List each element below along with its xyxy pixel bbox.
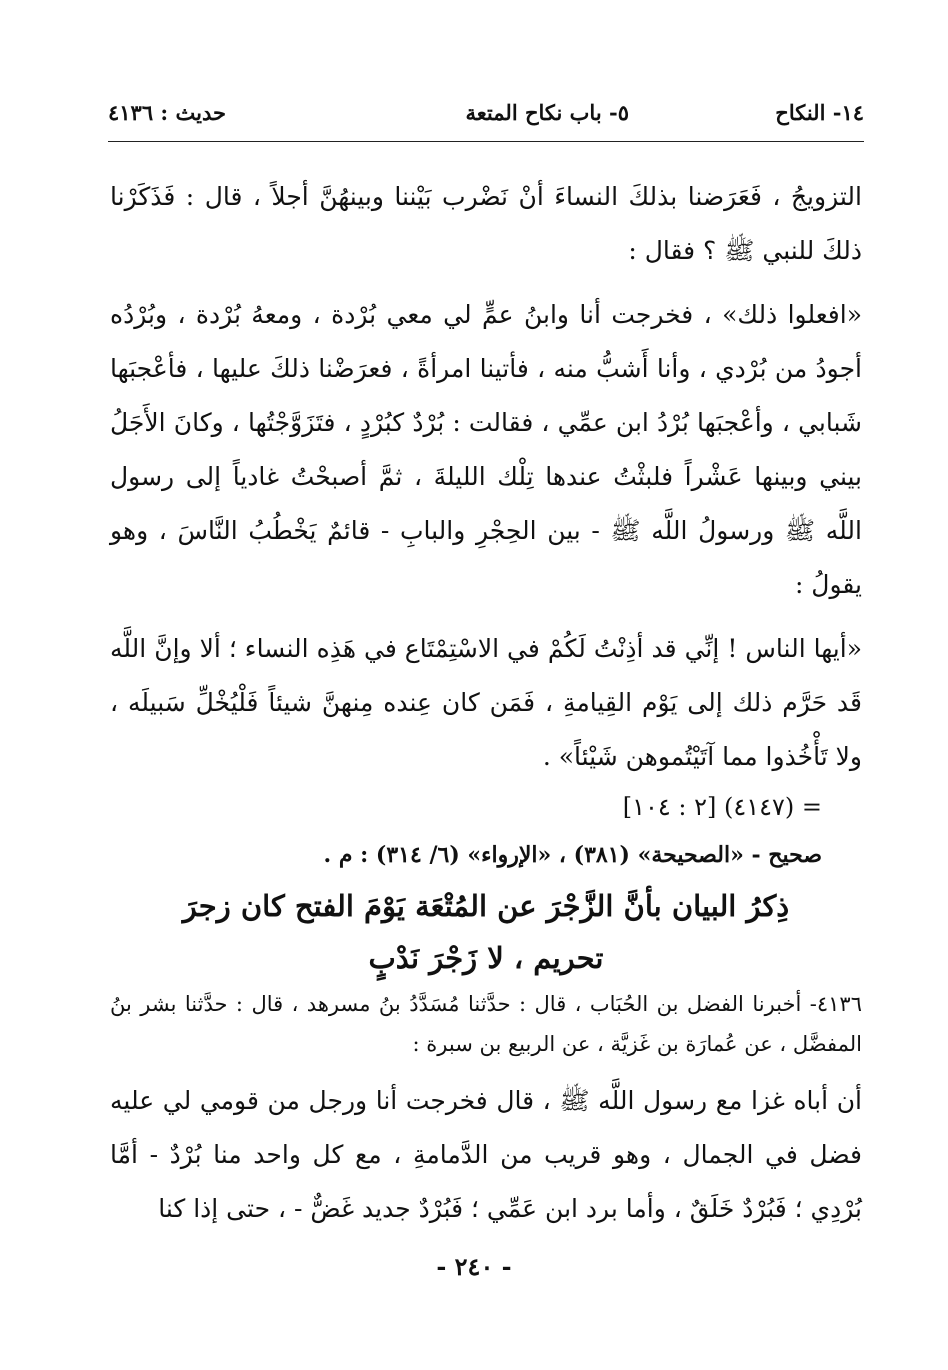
section-heading: ذِكرُ البيان بأنَّ الزَّجْرَ عن المُتْعَة يَوْمَ الفتح كان زجرَ [182, 889, 790, 923]
paragraph: «أيها الناس ! إنِّي قد أذِنْتُ لَكُمْ في الاسْتِمْتَاع في هَذِه النساء ؛ ألا وإنَّ اللَّه قَد حَرَّم ذلك إلى يَوْم القِيامةِ ، فَمَن كان عِنده مِنهنَّ شيئاً فَلْيُخْلِّ سَبيلَه ، ولا تَأْخُذوا مما آتَيْتُموهن شَيْئاً» . [110, 634, 862, 771]
page-header [108, 100, 864, 136]
paragraph: التزويجُ ، فَعَرَضنا بذلكَ النساءَ أنْ نَضْرب بَيْننا وبينهُنَّ أجلاً ، قال : فَذَكَرْنا ذلكَ للنبي ﷺ ؟ فقال : [110, 182, 862, 265]
hadith-isnad: ٤١٣٦- أخبرنا الفضل بن الحُبَاب ، قال : حدَّثنا مُسَدَّدُ بنُ مسرهد ، قال : حدَّثنا بشر بنُ المفضَّل ، عن عُمارَة بن غَزيَّة ، عن الربيع بن سبرة : [110, 992, 862, 1056]
page-body [110, 170, 862, 1236]
cross-reference: = (٤١٤٧) [٢ : ١٠٤] [622, 793, 822, 821]
hadith-number: حديث : ٤١٣٦ [108, 100, 226, 125]
paragraph: «افعلوا ذلك» ، فخرجت أنا وابنُ عمٍّ لي معي بُرْدة ، ومعهُ بُرْدة ، وبُرْدُه أجودُ من بُرْدي ، وأنا أَشبُّ منه ، فأتينا امرأةً ، فعرَضْنا ذلكَ عليها ، فأعْجبَها شَبابي ، وأعْجبَها بُرْدُ ابن عمِّي ، فقالت : بُرْدٌ كبُرْدٍ ، فتَزَوَّجْتُها ، وكانَ الأَجَلُ بيني وبينها عَشْراً فلبثْتُ عندها تِلْك الليلةَ ، ثمَّ أصبحْتُ غادياً إلى رسول اللَّه ﷺ ورسولُ اللَّه ﷺ - بين الحِجْرِ والبابِ - قائمٌ يَخْطُبُ النَّاسَ ، وهو يقولُ : [110, 300, 862, 599]
page-number: - ٢٤٠ - [436, 1252, 512, 1281]
book-title: ١٤- النكاح [775, 100, 864, 125]
hadith-text: أن أباه غزا مع رسول اللَّه ﷺ ، قال فخرجت أنا ورجل من قومي لي عليه فضل في الجمال ، وهو قريب من الدَّمامةِ ، مع كل واحد منا بُرْدٌ - أمَّا بُرْدِي ؛ فَبُرْدٌ خَلَقٌ ، وأما برد ابن عَمِّي ؛ فَبُرْدٌ جديد غَضٌّ - ، حتى إذا كنا [110, 1086, 862, 1223]
chapter-title: ٥- باب نكاح المتعة [465, 100, 629, 125]
header-divider [108, 141, 864, 142]
hadith-grading: صحيح - «الصحيحة» (٣٨١) ، «الإرواء» (٦/ ٣١٤) : م . [323, 842, 822, 868]
section-heading: تحريم ، لا زَجْرَ نَدْبٍ [368, 941, 604, 975]
